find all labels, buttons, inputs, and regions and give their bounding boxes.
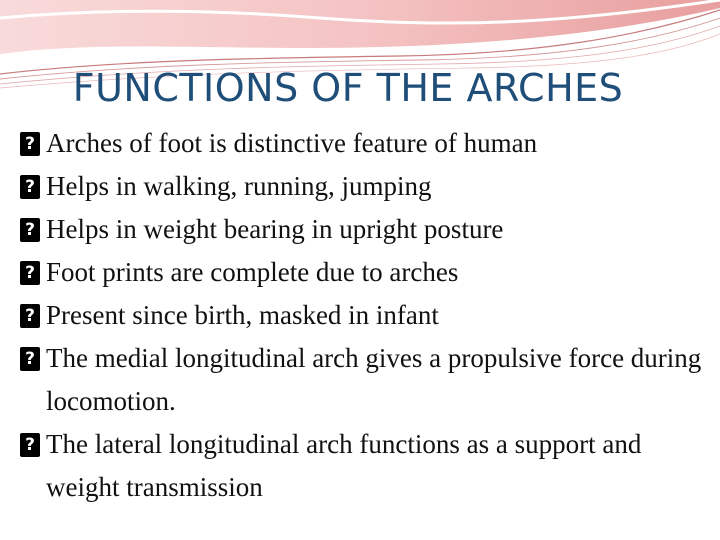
replacement-character-icon — [20, 347, 40, 371]
replacement-character-icon — [20, 433, 40, 457]
bullet-text: Foot prints are complete due to arches — [46, 257, 459, 287]
bullet-text: The lateral longitudinal arch functions as a support and weight transmission — [46, 429, 642, 502]
bullet-list — [18, 122, 708, 509]
replacement-character-icon — [20, 175, 40, 199]
replacement-character-icon — [20, 261, 40, 285]
bullet-item — [18, 423, 708, 509]
bullet-text: The medial longitudinal arch gives a propulsive force during locomotion. — [46, 343, 702, 416]
bullet-item — [18, 294, 708, 337]
replacement-character-icon — [20, 218, 40, 242]
bullet-item — [18, 251, 708, 294]
replacement-character-icon — [20, 304, 40, 328]
bullet-text: Arches of foot is distinctive feature of human — [46, 128, 538, 158]
bullet-item — [18, 337, 708, 423]
bullet-text: Helps in walking, running, jumping — [46, 171, 432, 201]
slide-title: FUNCTIONS OF THE ARCHES — [72, 66, 624, 110]
bullet-text: Helps in weight bearing in upright posture — [46, 214, 504, 244]
bullet-text: Present since birth, masked in infant — [46, 300, 439, 330]
bullet-item — [18, 122, 708, 165]
bullet-item — [18, 165, 708, 208]
replacement-character-icon — [20, 132, 40, 156]
bullet-item — [18, 208, 708, 251]
